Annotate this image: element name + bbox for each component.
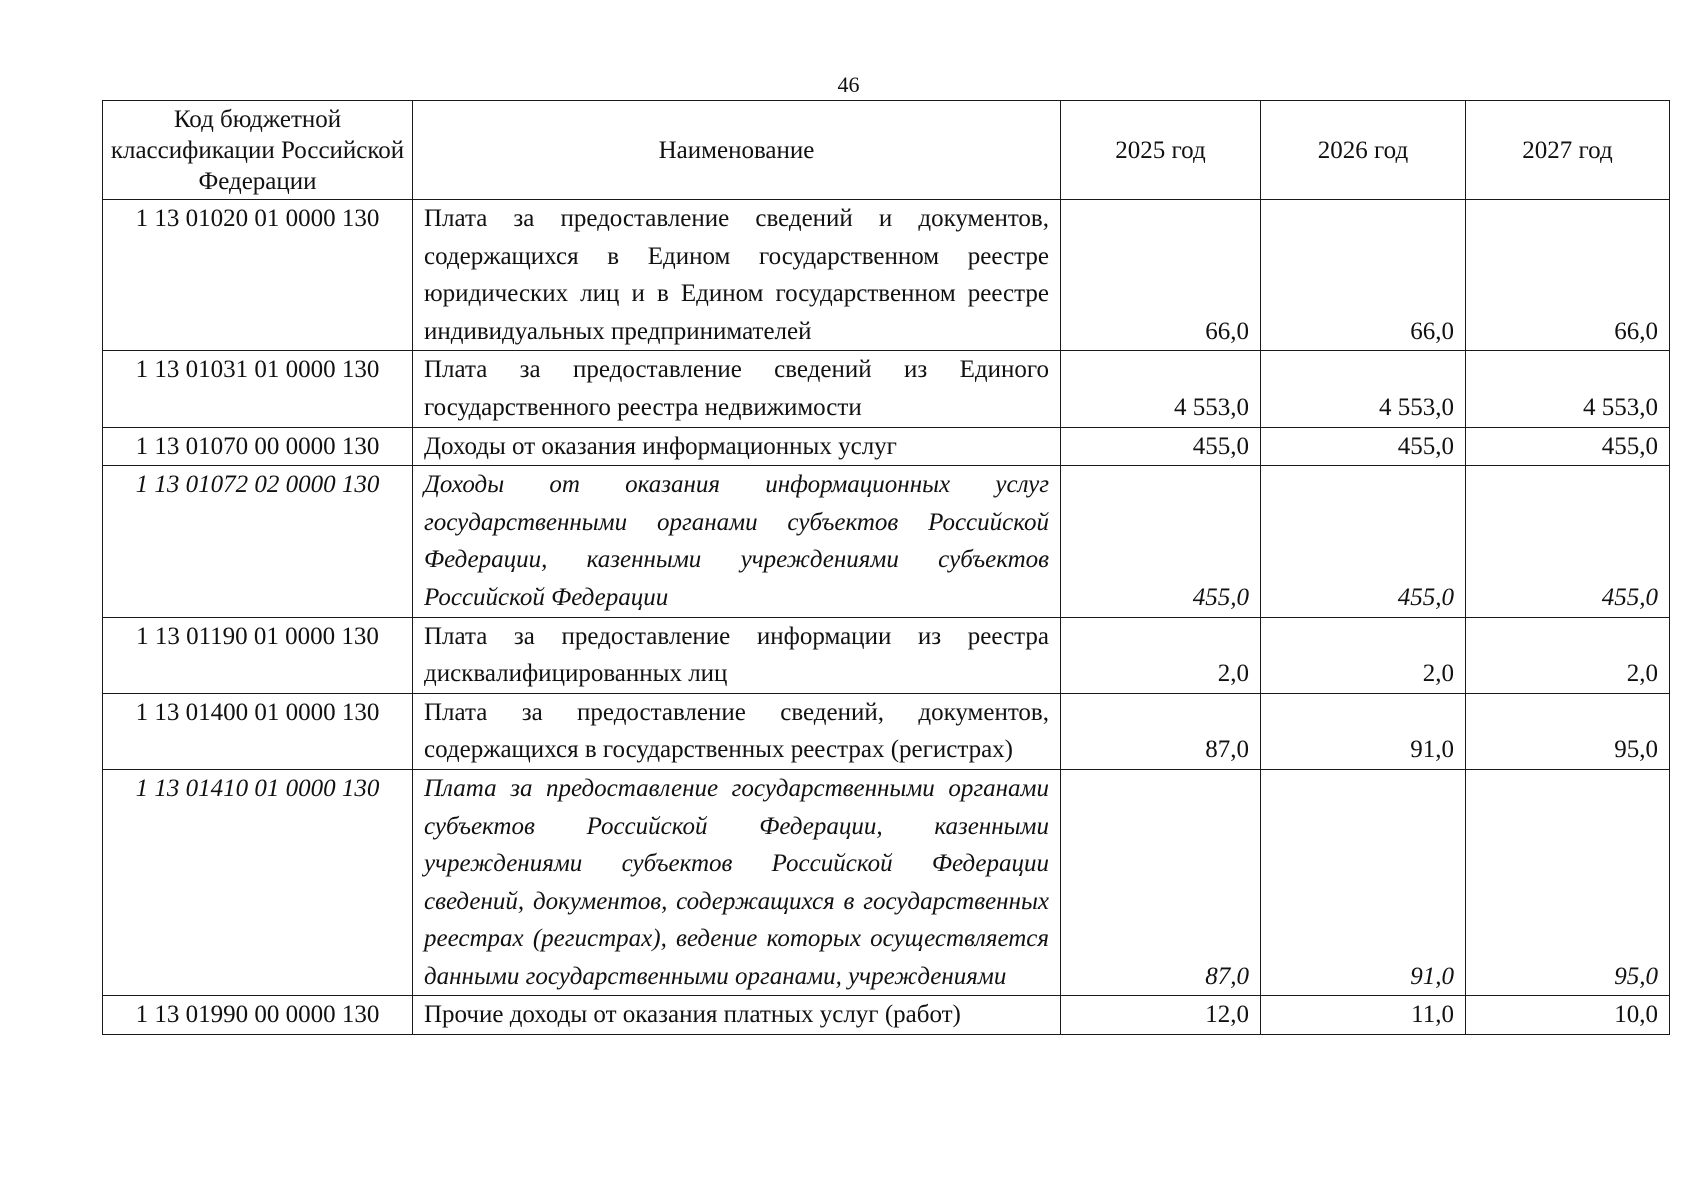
cell-2027: 66,0 [1466,200,1670,351]
cell-2027: 2,0 [1466,617,1670,693]
cell-2027: 95,0 [1466,769,1670,996]
cell-2026: 11,0 [1261,996,1466,1035]
table-row [103,769,1670,996]
page-number: 46 [837,72,860,97]
cell-2027: 455,0 [1466,466,1670,617]
cell-name: Плата за предоставление сведений и документов, содержащихся в Едином государственном реестре юридических лиц и в Едином государственном реестре индивидуальных предпринимателей [413,200,1061,351]
cell-name: Прочие доходы от оказания платных услуг (работ) [413,996,1061,1035]
cell-2026: 4 553,0 [1261,351,1466,427]
cell-name: Доходы от оказания информационных услуг [413,427,1061,466]
budget-revenue-table [102,100,1670,1035]
cell-2025: 87,0 [1061,769,1261,996]
table-body [103,200,1670,1035]
cell-2027: 10,0 [1466,996,1670,1035]
cell-2027: 95,0 [1466,693,1670,769]
cell-name: Плата за предоставление сведений, документов, содержащихся в государственных реестрах (регистрах) [413,693,1061,769]
cell-2025: 87,0 [1061,693,1261,769]
cell-code: 1 13 01020 01 0000 130 [103,200,413,351]
table-row [103,351,1670,427]
cell-name: Плата за предоставление информации из реестра дисквалифицированных лиц [413,617,1061,693]
header-name: Наименование [413,101,1061,200]
cell-2026: 91,0 [1261,693,1466,769]
header-2027: 2027 год [1466,101,1670,200]
cell-name: Плата за предоставление государственными органами субъектов Российской Федерации, казенными учреждениями субъектов Российской Федерации сведений, документов, содержащихся в государственных реестрах (регистрах), ведение которых осуществляется данными государственными органами, учреждениями [413,769,1061,996]
cell-name: Плата за предоставление сведений из Единого государственного реестра недвижимости [413,351,1061,427]
header-2026: 2026 год [1261,101,1466,200]
cell-2026: 2,0 [1261,617,1466,693]
header-code: Код бюджетной классификации Российской Федерации [103,101,413,200]
cell-2025: 455,0 [1061,466,1261,617]
cell-code: 1 13 01400 01 0000 130 [103,693,413,769]
table-row [103,427,1670,466]
cell-2027: 4 553,0 [1466,351,1670,427]
cell-2026: 66,0 [1261,200,1466,351]
table-row [103,466,1670,617]
table-row [103,996,1670,1035]
cell-2025: 2,0 [1061,617,1261,693]
cell-2027: 455,0 [1466,427,1670,466]
cell-2026: 455,0 [1261,427,1466,466]
table-header-row [103,101,1670,200]
cell-2025: 4 553,0 [1061,351,1261,427]
table-row [103,617,1670,693]
cell-2026: 91,0 [1261,769,1466,996]
cell-code: 1 13 01410 01 0000 130 [103,769,413,996]
cell-2025: 455,0 [1061,427,1261,466]
cell-code: 1 13 01072 02 0000 130 [103,466,413,617]
cell-code: 1 13 01070 00 0000 130 [103,427,413,466]
cell-code: 1 13 01031 01 0000 130 [103,351,413,427]
cell-code: 1 13 01990 00 0000 130 [103,996,413,1035]
cell-name: Доходы от оказания информационных услуг государственными органами субъектов Российской Федерации, казенными учреждениями субъектов Российской Федерации [413,466,1061,617]
header-2025: 2025 год [1061,101,1261,200]
table-row [103,200,1670,351]
cell-2025: 12,0 [1061,996,1261,1035]
cell-2025: 66,0 [1061,200,1261,351]
cell-2026: 455,0 [1261,466,1466,617]
table-row [103,693,1670,769]
cell-code: 1 13 01190 01 0000 130 [103,617,413,693]
